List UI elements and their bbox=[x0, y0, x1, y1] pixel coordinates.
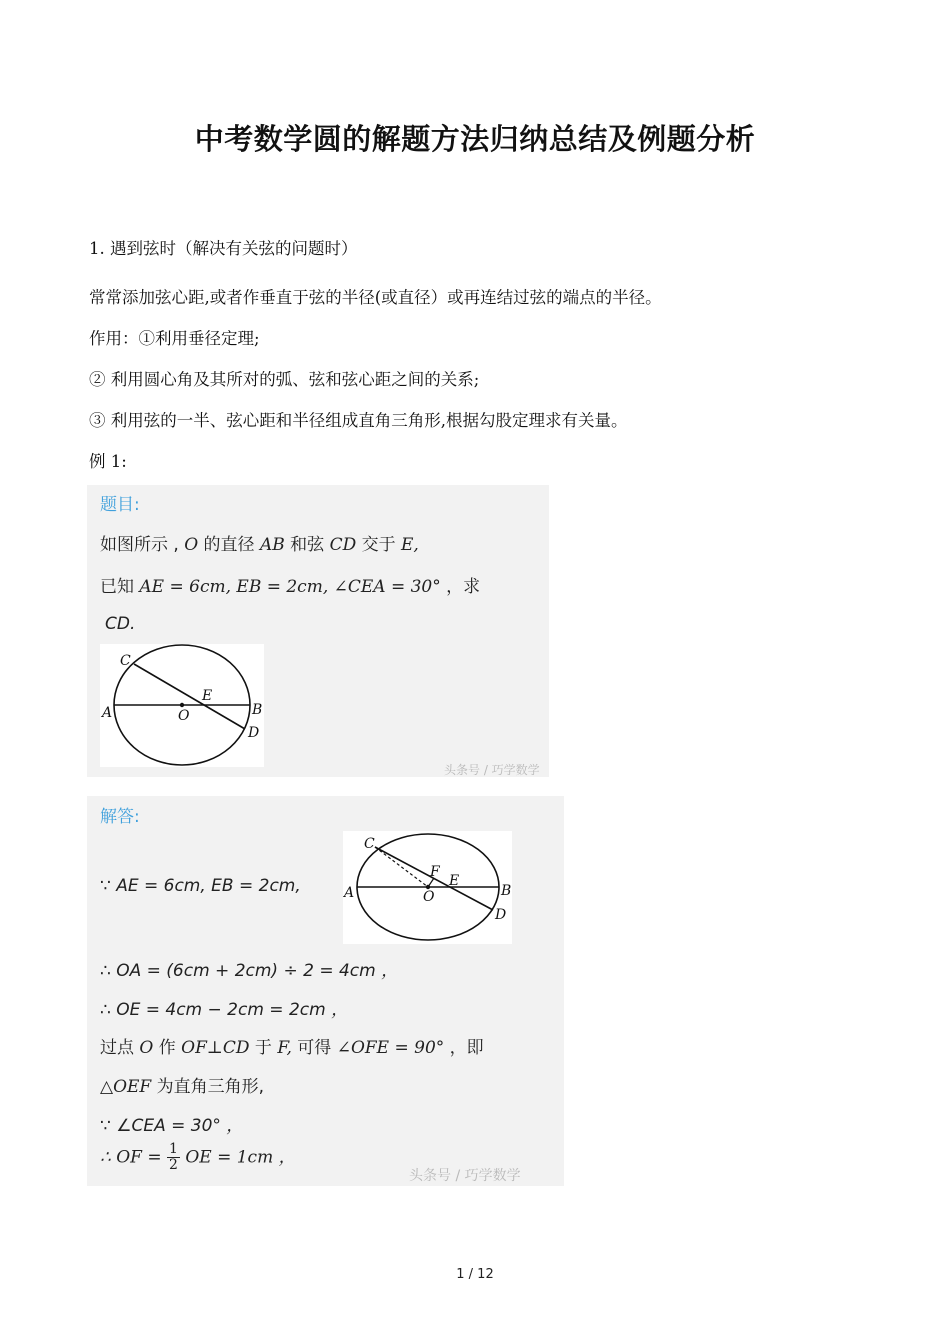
paragraph-3: ② 利用圆心角及其所对的弧、弦和弦心距之间的关系; bbox=[89, 370, 480, 389]
label-d: D bbox=[248, 725, 260, 741]
text: 交于 bbox=[356, 535, 402, 555]
answer-line-1: ∵ AE = 6cm, EB = 2cm, bbox=[100, 876, 301, 896]
question-line-2 bbox=[100, 572, 480, 597]
text: 于 bbox=[249, 1038, 278, 1058]
question-heading: 题目: bbox=[100, 495, 140, 515]
center-point bbox=[180, 703, 184, 707]
answer-box bbox=[87, 796, 564, 1186]
question-line-3: CD. bbox=[105, 614, 136, 634]
text: ，求 bbox=[440, 577, 481, 597]
label-a: A bbox=[344, 885, 355, 901]
chord-cd bbox=[134, 664, 245, 729]
answer-circle-figure bbox=[343, 831, 512, 944]
math: ∴ OF = bbox=[100, 1147, 168, 1168]
example-label: 例 1: bbox=[89, 452, 127, 471]
text: 已知 bbox=[100, 577, 140, 597]
math: OF⊥CD bbox=[181, 1038, 250, 1058]
text: 作 bbox=[153, 1038, 182, 1058]
circle-diagram bbox=[100, 644, 264, 767]
math: F, bbox=[277, 1038, 292, 1058]
text: 和弦 bbox=[284, 535, 330, 555]
question-line-1 bbox=[100, 530, 419, 555]
label-e: E bbox=[449, 873, 460, 889]
answer-line-3: ∴ OE = 4cm − 2cm = 2cm ， bbox=[100, 1000, 349, 1020]
document-title: 中考数学圆的解题方法归纳总结及例题分析 bbox=[194, 122, 756, 156]
math: △OEF bbox=[100, 1077, 152, 1097]
watermark: 头条号 / 巧学数学 bbox=[409, 1168, 521, 1184]
text: 如图所示 , bbox=[100, 535, 185, 555]
math: O bbox=[139, 1038, 154, 1058]
label-a: A bbox=[102, 705, 113, 721]
label-o: O bbox=[423, 889, 435, 905]
text: 的直径 bbox=[198, 535, 260, 555]
paragraph-4: ③ 利用弦的一半、弦心距和半径组成直角三角形,根据勾股定理求有关量。 bbox=[89, 411, 628, 430]
watermark: 头条号 / 巧学数学 bbox=[444, 763, 540, 777]
math: OE = 1cm ， bbox=[179, 1147, 296, 1168]
text: ，即 bbox=[444, 1038, 484, 1058]
answer-line-5 bbox=[100, 1072, 264, 1097]
math: CD bbox=[329, 535, 357, 555]
answer-line-6: ∵ ∠CEA = 30° ， bbox=[100, 1116, 244, 1136]
label-b: B bbox=[252, 702, 263, 718]
label-e: E bbox=[202, 688, 213, 704]
label-f: F bbox=[430, 864, 440, 880]
label-c: C bbox=[364, 836, 375, 852]
paragraph-1: 常常添加弦心距,或者作垂直于弦的半径(或直径）或再连结过弦的端点的半径。 bbox=[89, 288, 662, 307]
text: 可得 bbox=[291, 1038, 337, 1058]
answer-line-7 bbox=[100, 1142, 296, 1173]
segment-co-dashed bbox=[375, 847, 428, 887]
answer-line-4 bbox=[100, 1033, 484, 1058]
math: O bbox=[184, 535, 199, 555]
denominator: 2 bbox=[169, 1157, 178, 1173]
question-box bbox=[87, 485, 549, 777]
math: AB bbox=[259, 535, 285, 555]
fraction-one-half bbox=[167, 1142, 180, 1173]
answer-line-2: ∴ OA = (6cm + 2cm) ÷ 2 = 4cm ， bbox=[100, 961, 399, 981]
label-b: B bbox=[501, 883, 512, 899]
label-c: C bbox=[120, 653, 131, 669]
page-number: 1 / 12 bbox=[456, 1267, 494, 1282]
math: AE = 6cm, EB = 2cm, ∠CEA = 30° bbox=[139, 577, 441, 597]
math: ∠OFE = 90° bbox=[336, 1038, 445, 1058]
label-o: O bbox=[178, 708, 190, 724]
numerator: 1 bbox=[169, 1141, 178, 1157]
text: 过点 bbox=[100, 1038, 140, 1058]
math: E, bbox=[401, 535, 419, 555]
section-heading: 1. 遇到弦时（解决有关弦的问题时） bbox=[89, 239, 358, 258]
paragraph-2: 作用：①利用垂径定理; bbox=[89, 329, 260, 348]
label-d: D bbox=[495, 907, 507, 923]
answer-heading: 解答: bbox=[100, 807, 140, 827]
circle-diagram bbox=[343, 831, 512, 944]
question-circle-figure bbox=[100, 644, 264, 767]
text: 为直角三角形, bbox=[151, 1077, 265, 1097]
